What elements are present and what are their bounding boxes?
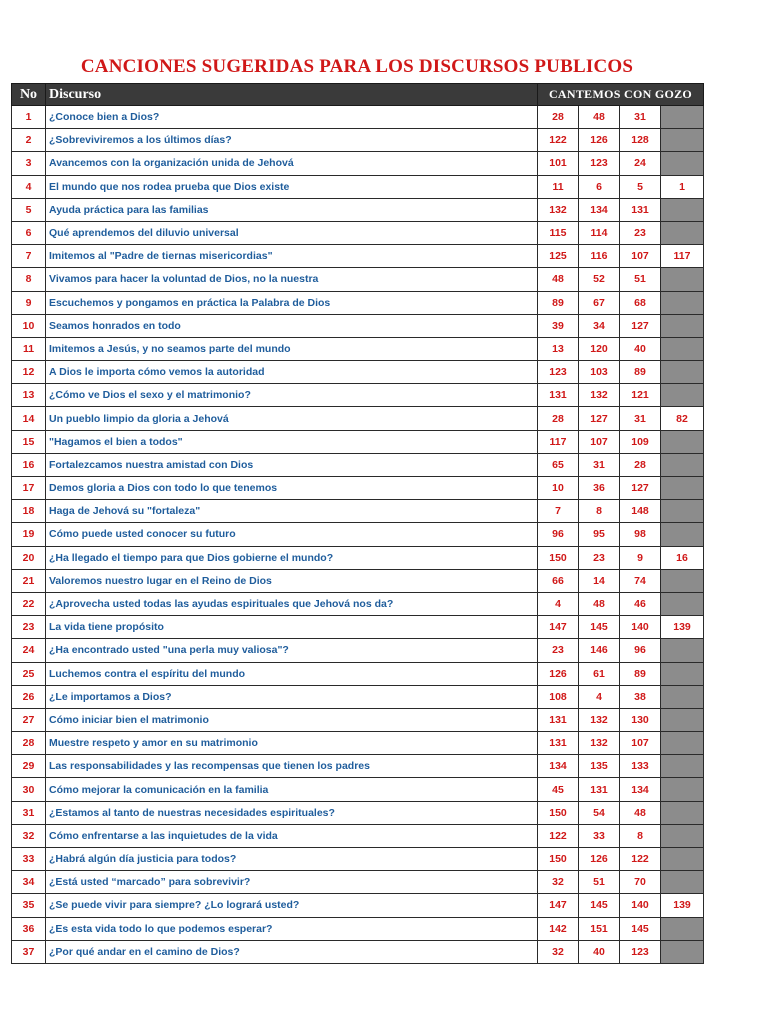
table-row	[12, 314, 704, 337]
talk-number: 17	[12, 477, 46, 500]
talk-title: Ayuda práctica para las familias	[46, 198, 538, 221]
song-number: 127	[620, 314, 661, 337]
talk-title: ¿Aprovecha usted todas las ayudas espirituales que Jehová nos da?	[46, 592, 538, 615]
talk-number: 8	[12, 268, 46, 291]
talk-number: 29	[12, 755, 46, 778]
song-number: 115	[538, 221, 579, 244]
song-number: 122	[538, 129, 579, 152]
talk-title: ¿Conoce bien a Dios?	[46, 106, 538, 129]
song-number: 103	[579, 361, 620, 384]
song-number: 122	[620, 848, 661, 871]
song-number: 8	[620, 824, 661, 847]
talk-number: 37	[12, 940, 46, 963]
song-number: 131	[538, 384, 579, 407]
song-number: 11	[538, 175, 579, 198]
table-body	[12, 106, 704, 964]
talk-title: ¿Ha llegado el tiempo para que Dios gobierne el mundo?	[46, 546, 538, 569]
table-row	[12, 755, 704, 778]
song-number: 134	[620, 778, 661, 801]
song-number: 126	[579, 129, 620, 152]
song-cell-empty	[661, 221, 704, 244]
talk-number: 22	[12, 592, 46, 615]
song-number: 82	[661, 407, 704, 430]
song-number: 151	[579, 917, 620, 940]
song-number: 74	[620, 569, 661, 592]
song-number: 135	[579, 755, 620, 778]
table-row	[12, 106, 704, 129]
song-number: 147	[538, 894, 579, 917]
table-row	[12, 245, 704, 268]
song-number: 6	[579, 175, 620, 198]
table-row	[12, 477, 704, 500]
talk-title: Un pueblo limpio da gloria a Jehová	[46, 407, 538, 430]
talk-number: 26	[12, 685, 46, 708]
song-number: 125	[538, 245, 579, 268]
table-row	[12, 384, 704, 407]
talk-title: ¿Cómo ve Dios el sexo y el matrimonio?	[46, 384, 538, 407]
song-number: 132	[538, 198, 579, 221]
song-number: 39	[538, 314, 579, 337]
song-number: 89	[538, 291, 579, 314]
song-number: 150	[538, 546, 579, 569]
talk-title: Cómo iniciar bien el matrimonio	[46, 708, 538, 731]
song-number: 10	[538, 477, 579, 500]
song-cell-empty	[661, 940, 704, 963]
song-number: 4	[538, 592, 579, 615]
talk-number: 5	[12, 198, 46, 221]
talk-title: Haga de Jehová su "fortaleza"	[46, 500, 538, 523]
table-row	[12, 662, 704, 685]
talk-title: Avancemos con la organización unida de Jehová	[46, 152, 538, 175]
talk-number: 12	[12, 361, 46, 384]
talk-number: 6	[12, 221, 46, 244]
talk-number: 34	[12, 871, 46, 894]
table-row	[12, 824, 704, 847]
table-row	[12, 569, 704, 592]
table-row	[12, 430, 704, 453]
song-number: 145	[620, 917, 661, 940]
header-cantemos: CANTEMOS CON GOZO	[538, 84, 704, 106]
song-cell-empty	[661, 592, 704, 615]
song-number: 107	[620, 732, 661, 755]
talk-title: ¿Sobreviviremos a los últimos días?	[46, 129, 538, 152]
song-number: 146	[579, 639, 620, 662]
song-number: 45	[538, 778, 579, 801]
table-row	[12, 291, 704, 314]
song-number: 16	[661, 546, 704, 569]
song-cell-empty	[661, 523, 704, 546]
song-number: 28	[620, 453, 661, 476]
song-cell-empty	[661, 848, 704, 871]
song-cell-empty	[661, 685, 704, 708]
song-number: 107	[579, 430, 620, 453]
song-number: 23	[579, 546, 620, 569]
talk-number: 18	[12, 500, 46, 523]
song-number: 145	[579, 616, 620, 639]
song-number: 54	[579, 801, 620, 824]
song-cell-empty	[661, 639, 704, 662]
talk-number: 13	[12, 384, 46, 407]
song-number: 51	[620, 268, 661, 291]
song-number: 126	[579, 848, 620, 871]
song-number: 46	[620, 592, 661, 615]
song-cell-empty	[661, 871, 704, 894]
talk-title: Valoremos nuestro lugar en el Reino de Dios	[46, 569, 538, 592]
talk-title: Fortalezcamos nuestra amistad con Dios	[46, 453, 538, 476]
song-number: 127	[620, 477, 661, 500]
talk-number: 30	[12, 778, 46, 801]
song-number: 28	[538, 106, 579, 129]
table-row	[12, 152, 704, 175]
talk-number: 15	[12, 430, 46, 453]
song-number: 14	[579, 569, 620, 592]
table-row	[12, 732, 704, 755]
song-number: 13	[538, 337, 579, 360]
song-number: 33	[579, 824, 620, 847]
song-cell-empty	[661, 569, 704, 592]
talk-number: 7	[12, 245, 46, 268]
song-number: 139	[661, 894, 704, 917]
table-row	[12, 546, 704, 569]
song-number: 123	[538, 361, 579, 384]
talk-title: ¿Está usted “marcado” para sobrevivir?	[46, 871, 538, 894]
songs-table	[11, 83, 704, 964]
talk-number: 23	[12, 616, 46, 639]
song-number: 147	[538, 616, 579, 639]
song-number: 109	[620, 430, 661, 453]
song-number: 131	[620, 198, 661, 221]
song-number: 89	[620, 361, 661, 384]
song-cell-empty	[661, 732, 704, 755]
talk-title: ¿Es esta vida todo lo que podemos esperar?	[46, 917, 538, 940]
song-number: 131	[538, 708, 579, 731]
table-row	[12, 871, 704, 894]
talk-number: 33	[12, 848, 46, 871]
talk-number: 25	[12, 662, 46, 685]
song-number: 40	[620, 337, 661, 360]
song-number: 120	[579, 337, 620, 360]
song-number: 150	[538, 801, 579, 824]
song-number: 98	[620, 523, 661, 546]
song-number: 34	[579, 314, 620, 337]
talk-number: 27	[12, 708, 46, 731]
song-number: 31	[620, 407, 661, 430]
table-row	[12, 917, 704, 940]
song-number: 96	[538, 523, 579, 546]
song-number: 70	[620, 871, 661, 894]
song-cell-empty	[661, 662, 704, 685]
talk-number: 9	[12, 291, 46, 314]
song-number: 132	[579, 732, 620, 755]
table-row	[12, 129, 704, 152]
song-cell-empty	[661, 291, 704, 314]
song-number: 8	[579, 500, 620, 523]
song-cell-empty	[661, 801, 704, 824]
song-number: 140	[620, 894, 661, 917]
song-number: 139	[661, 616, 704, 639]
song-number: 68	[620, 291, 661, 314]
talk-number: 31	[12, 801, 46, 824]
song-number: 48	[579, 106, 620, 129]
song-number: 140	[620, 616, 661, 639]
talk-title: ¿Se puede vivir para siempre? ¿Lo logrará usted?	[46, 894, 538, 917]
song-number: 9	[620, 546, 661, 569]
talk-number: 14	[12, 407, 46, 430]
song-number: 52	[579, 268, 620, 291]
song-number: 117	[661, 245, 704, 268]
table-row	[12, 500, 704, 523]
song-number: 132	[579, 384, 620, 407]
song-cell-empty	[661, 106, 704, 129]
song-number: 117	[538, 430, 579, 453]
talk-title: Qué aprendemos del diluvio universal	[46, 221, 538, 244]
table-row	[12, 848, 704, 871]
song-number: 101	[538, 152, 579, 175]
song-cell-empty	[661, 430, 704, 453]
header-no: No	[12, 84, 46, 106]
song-cell-empty	[661, 152, 704, 175]
song-number: 1	[661, 175, 704, 198]
header-discurso: Discurso	[46, 84, 538, 106]
song-number: 38	[620, 685, 661, 708]
table-row	[12, 268, 704, 291]
song-number: 131	[538, 732, 579, 755]
talk-title: Cómo enfrentarse a las inquietudes de la vida	[46, 824, 538, 847]
header-row	[12, 84, 704, 106]
song-cell-empty	[661, 361, 704, 384]
song-number: 121	[620, 384, 661, 407]
talk-number: 24	[12, 639, 46, 662]
talk-title: Demos gloria a Dios con todo lo que tenemos	[46, 477, 538, 500]
table-row	[12, 407, 704, 430]
table-row	[12, 361, 704, 384]
table-row	[12, 801, 704, 824]
song-number: 32	[538, 940, 579, 963]
talk-title: La vida tiene propósito	[46, 616, 538, 639]
song-cell-empty	[661, 129, 704, 152]
song-cell-empty	[661, 198, 704, 221]
song-cell-empty	[661, 917, 704, 940]
talk-number: 21	[12, 569, 46, 592]
table-row	[12, 337, 704, 360]
table-row	[12, 685, 704, 708]
talk-number: 2	[12, 129, 46, 152]
talk-title: Cómo mejorar la comunicación en la familia	[46, 778, 538, 801]
song-number: 132	[579, 708, 620, 731]
talk-title: ¿Habrá algún día justicia para todos?	[46, 848, 538, 871]
talk-title: A Dios le importa cómo vemos la autoridad	[46, 361, 538, 384]
song-number: 66	[538, 569, 579, 592]
song-cell-empty	[661, 778, 704, 801]
song-number: 7	[538, 500, 579, 523]
song-number: 123	[620, 940, 661, 963]
song-number: 65	[538, 453, 579, 476]
song-cell-empty	[661, 500, 704, 523]
talk-title: Imitemos al "Padre de tiernas misericordias"	[46, 245, 538, 268]
song-number: 108	[538, 685, 579, 708]
song-number: 142	[538, 917, 579, 940]
table-row	[12, 592, 704, 615]
song-number: 148	[620, 500, 661, 523]
song-cell-empty	[661, 708, 704, 731]
song-cell-empty	[661, 384, 704, 407]
table-row	[12, 940, 704, 963]
table-row	[12, 778, 704, 801]
song-number: 128	[620, 129, 661, 152]
talk-title: ¿Estamos al tanto de nuestras necesidades espirituales?	[46, 801, 538, 824]
song-number: 36	[579, 477, 620, 500]
song-number: 131	[579, 778, 620, 801]
table-row	[12, 198, 704, 221]
talk-title: Escuchemos y pongamos en práctica la Palabra de Dios	[46, 291, 538, 314]
table-row	[12, 708, 704, 731]
song-number: 48	[538, 268, 579, 291]
table-row	[12, 616, 704, 639]
talk-number: 11	[12, 337, 46, 360]
song-cell-empty	[661, 477, 704, 500]
song-cell-empty	[661, 314, 704, 337]
talk-title: ¿Le importamos a Dios?	[46, 685, 538, 708]
talk-number: 28	[12, 732, 46, 755]
song-number: 24	[620, 152, 661, 175]
song-number: 126	[538, 662, 579, 685]
song-number: 122	[538, 824, 579, 847]
song-number: 134	[579, 198, 620, 221]
talk-number: 1	[12, 106, 46, 129]
talk-title: Imitemos a Jesús, y no seamos parte del mundo	[46, 337, 538, 360]
table-row	[12, 639, 704, 662]
talk-title: Cómo puede usted conocer su futuro	[46, 523, 538, 546]
talk-number: 36	[12, 917, 46, 940]
song-number: 96	[620, 639, 661, 662]
table-row	[12, 453, 704, 476]
talk-title: El mundo que nos rodea prueba que Dios existe	[46, 175, 538, 198]
table-row	[12, 523, 704, 546]
song-number: 51	[579, 871, 620, 894]
song-number: 145	[579, 894, 620, 917]
talk-number: 10	[12, 314, 46, 337]
talk-number: 16	[12, 453, 46, 476]
song-number: 123	[579, 152, 620, 175]
talk-title: Muestre respeto y amor en su matrimonio	[46, 732, 538, 755]
song-number: 133	[620, 755, 661, 778]
table-row	[12, 175, 704, 198]
song-number: 48	[579, 592, 620, 615]
song-number: 40	[579, 940, 620, 963]
song-cell-empty	[661, 824, 704, 847]
song-cell-empty	[661, 755, 704, 778]
song-number: 107	[620, 245, 661, 268]
table-row	[12, 894, 704, 917]
song-number: 31	[620, 106, 661, 129]
page-title: CANCIONES SUGERIDAS PARA LOS DISCURSOS PUBLICOS	[80, 56, 634, 77]
talk-title: Seamos honrados en todo	[46, 314, 538, 337]
song-number: 150	[538, 848, 579, 871]
talk-title: Vivamos para hacer la voluntad de Dios, no la nuestra	[46, 268, 538, 291]
song-number: 28	[538, 407, 579, 430]
talk-number: 35	[12, 894, 46, 917]
song-number: 67	[579, 291, 620, 314]
song-cell-empty	[661, 268, 704, 291]
table-row	[12, 221, 704, 244]
talk-number: 3	[12, 152, 46, 175]
song-number: 114	[579, 221, 620, 244]
song-number: 116	[579, 245, 620, 268]
talk-title: ¿Por qué andar en el camino de Dios?	[46, 940, 538, 963]
talk-number: 19	[12, 523, 46, 546]
song-number: 61	[579, 662, 620, 685]
song-number: 130	[620, 708, 661, 731]
song-number: 32	[538, 871, 579, 894]
song-number: 4	[579, 685, 620, 708]
song-number: 95	[579, 523, 620, 546]
song-number: 48	[620, 801, 661, 824]
talk-title: Luchemos contra el espíritu del mundo	[46, 662, 538, 685]
talk-title: Las responsabilidades y las recompensas que tienen los padres	[46, 755, 538, 778]
song-cell-empty	[661, 337, 704, 360]
song-number: 23	[538, 639, 579, 662]
song-number: 5	[620, 175, 661, 198]
song-number: 127	[579, 407, 620, 430]
song-number: 23	[620, 221, 661, 244]
song-number: 31	[579, 453, 620, 476]
song-number: 134	[538, 755, 579, 778]
song-cell-empty	[661, 453, 704, 476]
talk-title: ¿Ha encontrado usted "una perla muy valiosa"?	[46, 639, 538, 662]
song-number: 89	[620, 662, 661, 685]
talk-number: 20	[12, 546, 46, 569]
talk-number: 4	[12, 175, 46, 198]
talk-title: "Hagamos el bien a todos"	[46, 430, 538, 453]
talk-number: 32	[12, 824, 46, 847]
